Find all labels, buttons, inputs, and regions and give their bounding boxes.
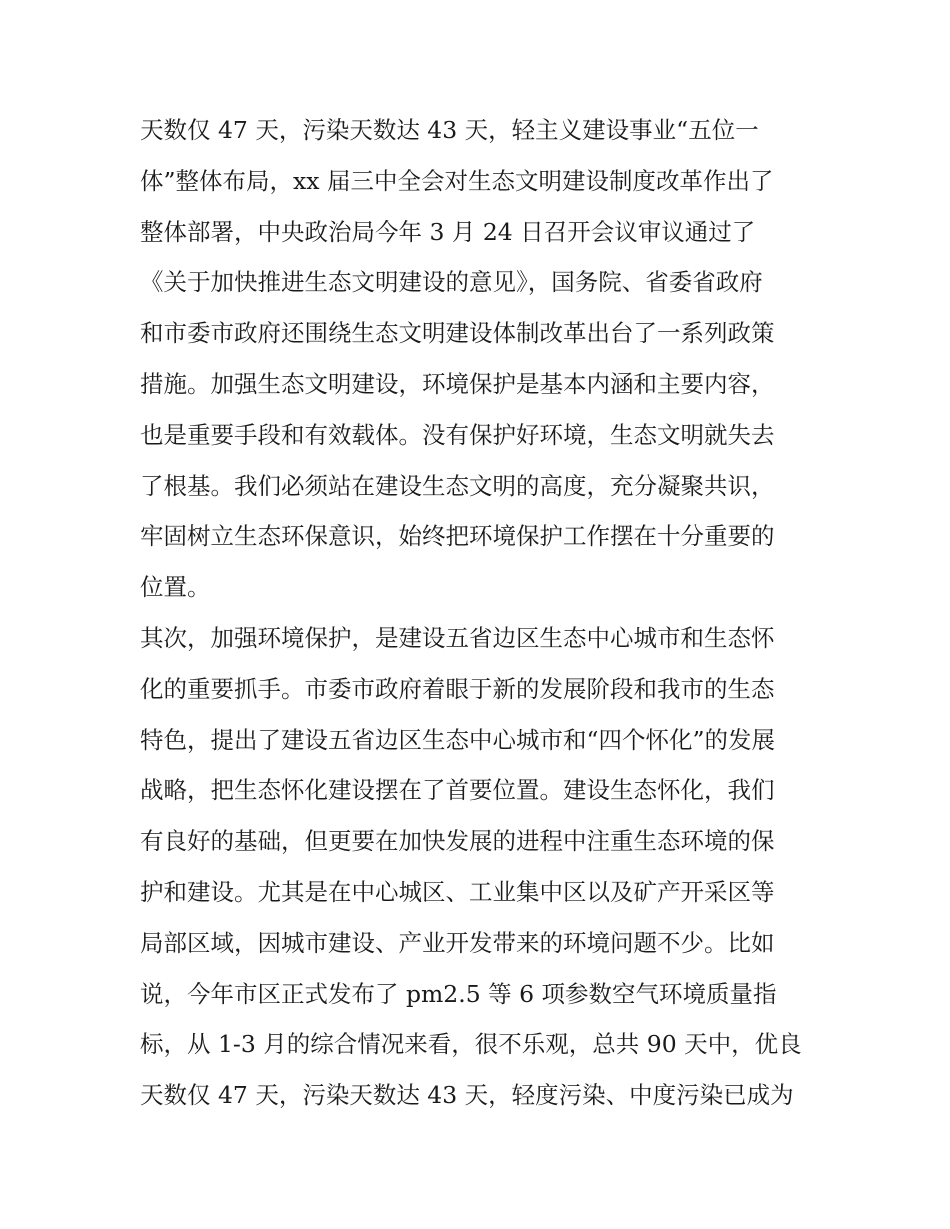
text-line: 《关于加快推进生态文明建设的意见》，国务院、省委省政府 bbox=[140, 268, 763, 297]
text-line: 标，从 1-3 月的综合情况来看，很不乐观，总共 90 天中，优良 bbox=[140, 1030, 802, 1059]
text-line: 化的重要抓手。市委市政府着眼于新的发展阶段和我市的生态 bbox=[140, 674, 775, 703]
text-line: 位置。 bbox=[140, 573, 211, 602]
text-line: 体”整体布局，xx 届三中全会对生态文明建设制度改革作出了 bbox=[140, 166, 774, 195]
text-line: 战略，把生态怀化建设摆在了首要位置。建设生态怀化，我们 bbox=[140, 776, 775, 805]
text-line: 说，今年市区正式发布了 pm2.5 等 6 项参数空气环境质量指 bbox=[140, 979, 777, 1008]
text-line: 措施。加强生态文明建设，环境保护是基本内涵和主要内容， bbox=[140, 370, 775, 398]
text-line: 局部区域，因城市建设、产业开发带来的环境问题不少。比如 bbox=[140, 928, 775, 957]
text-line: 也是重要手段和有效载体。没有保护好环境，生态文明就失去 bbox=[140, 420, 775, 449]
text-line: 整体部署，中央政治局今年 3 月 24 日召开会议审议通过了 bbox=[140, 217, 756, 246]
text-line: 其次，加强环境保护，是建设五省边区生态中心城市和生态怀 bbox=[140, 624, 775, 652]
text-line: 特色，提出了建设五省边区生态中心城市和“四个怀化”的发展 bbox=[140, 725, 776, 754]
text-line: 天数仅 47 天，污染天数达 43 天，轻主义建设事业“五位一 bbox=[140, 116, 759, 144]
text-line: 天数仅 47 天，污染天数达 43 天，轻度污染、中度污染已成为 bbox=[140, 1081, 794, 1110]
text-line: 有良好的基础，但更要在加快发展的进程中注重生态环境的保 bbox=[140, 827, 775, 856]
text-line: 了根基。我们必须站在建设生态文明的高度，充分凝聚共识， bbox=[140, 471, 775, 500]
text-line: 和市委市政府还围绕生态文明建设体制改革出台了一系列政策 bbox=[140, 319, 775, 348]
text-line: 护和建设。尤其是在中心城区、工业集中区以及矿产开采区等 bbox=[140, 878, 775, 906]
text-line: 牢固树立生态环保意识，始终把环境保护工作摆在十分重要的 bbox=[140, 522, 775, 551]
